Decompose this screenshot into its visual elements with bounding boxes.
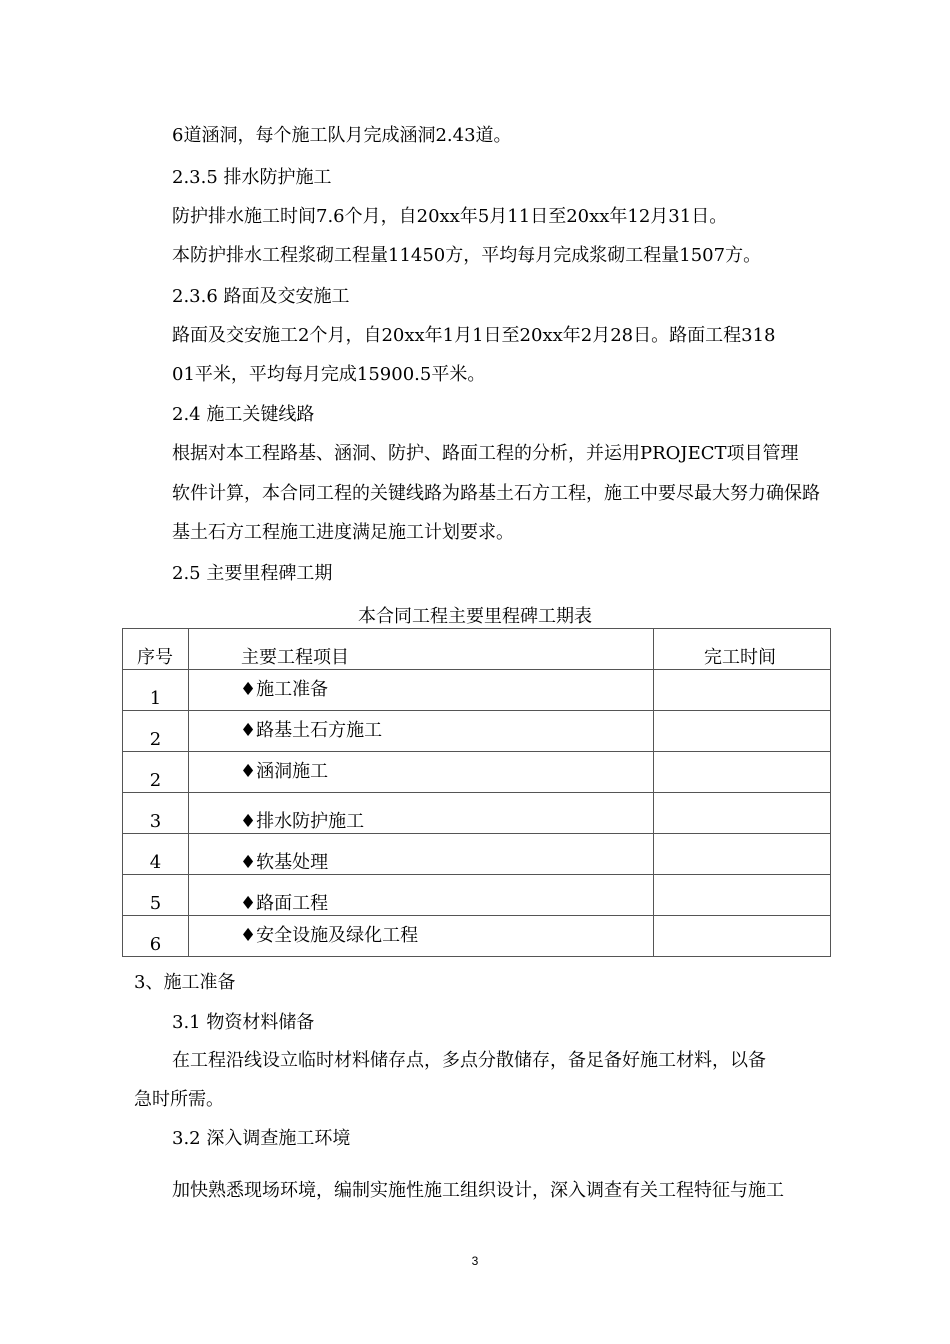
header-num: 序号 [137,647,173,668]
paragraph-line: 在工程沿线设立临时材料储存点，多点分散储存，备足备好施工材料，以备 [172,1050,766,1071]
row-item-cell [189,916,654,957]
row-time-cell [654,670,831,711]
paragraph-line: 6道涵洞，每个施工队月完成涵洞2.43道。 [172,125,512,146]
row-item-cell [189,875,654,916]
row-time-cell [654,875,831,916]
row-num-cell [123,670,189,711]
row-time-cell [654,793,831,834]
paragraph-line: 3.1 物资材料储备 [172,1012,315,1033]
table-row [123,670,831,711]
row-item: ♦施工准备 [240,679,329,700]
paragraph-line: 3.2 深入调查施工环境 [172,1128,351,1149]
row-item: ♦路面工程 [240,893,329,914]
paragraph-line: 软件计算，本合同工程的关键线路为路基土石方工程，施工中要尽最大努力确保路 [172,483,820,504]
row-num: 5 [149,893,162,914]
row-item-cell [189,670,654,711]
paragraph-line: 01平米，平均每月完成15900.5平米。 [172,364,486,385]
row-item: ♦排水防护施工 [240,811,365,832]
row-time-cell [654,834,831,875]
row-time-cell [654,711,831,752]
paragraph-line: 加快熟悉现场环境，编制实施性施工组织设计，深入调查有关工程特征与施工 [172,1180,784,1201]
row-num: 2 [149,770,162,791]
table-row [123,916,831,957]
row-item-cell [189,711,654,752]
table-row [123,834,831,875]
paragraph-line: 防护排水施工时间7.6个月，自20xx年5月11日至20xx年12月31日。 [172,206,728,227]
paragraph-line: 2.4 施工关键线路 [172,404,315,425]
paragraph-line: 基土石方工程施工进度满足施工计划要求。 [172,522,514,543]
row-item-cell [189,752,654,793]
row-num-cell [123,916,189,957]
row-item-cell [189,834,654,875]
row-num-cell [123,875,189,916]
row-num: 4 [149,852,162,873]
row-time-cell [654,752,831,793]
row-time-cell [654,916,831,957]
row-item: ♦安全设施及绿化工程 [240,925,419,946]
table-row [123,793,831,834]
row-item: ♦软基处理 [240,852,329,873]
paragraph-line: 根据对本工程路基、涵洞、防护、路面工程的分析，并运用PROJECT项目管理 [172,443,799,464]
row-num: 3 [149,811,162,832]
paragraph-line: 2.5 主要里程碑工期 [172,563,333,584]
header-cell-num [123,629,189,670]
table-header-row [123,629,831,670]
row-num: 2 [149,729,162,750]
row-item-cell [189,793,654,834]
paragraph-line: 本防护排水工程浆砌工程量11450方，平均每月完成浆砌工程量1507方。 [172,245,762,266]
header-item: 主要工程项目 [241,647,349,668]
row-num: 6 [149,934,162,955]
paragraph-line: 2.3.6 路面及交安施工 [172,286,350,307]
paragraph-line: 3、施工准备 [134,972,236,993]
row-num: 1 [149,688,162,709]
paragraph-line: 路面及交安施工2个月，自20xx年1月1日至20xx年2月28日。路面工程318 [172,325,776,346]
milestone-table [122,628,831,957]
row-num-cell [123,793,189,834]
table-caption: 本合同工程主要里程碑工期表 [358,606,592,627]
header-time: 完工时间 [704,647,776,668]
paragraph-line: 2.3.5 排水防护施工 [172,167,332,188]
row-item: ♦路基土石方施工 [240,720,383,741]
header-cell-item [189,629,654,670]
page-number: 3 [471,1254,479,1268]
row-item: ♦涵洞施工 [240,761,329,782]
paragraph-line: 急时所需。 [134,1089,224,1110]
row-num-cell [123,752,189,793]
table-row [123,875,831,916]
row-num-cell [123,834,189,875]
header-cell-time [654,629,831,670]
row-num-cell [123,711,189,752]
table-row [123,711,831,752]
table-row [123,752,831,793]
